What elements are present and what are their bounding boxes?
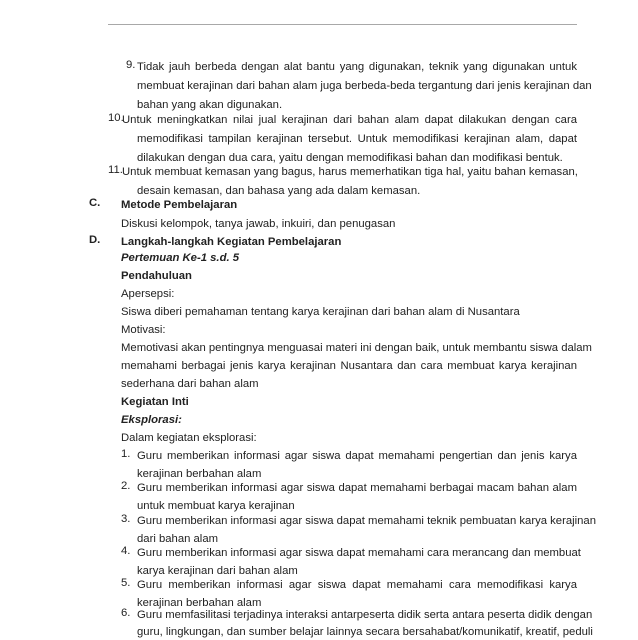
list-number: 5. [121,577,131,589]
list-text-line: karya kerajinan dari bahan alam [137,565,298,577]
intro-heading: Pendahuluan [121,270,192,282]
list-text-line: Tidak jauh berbeda dengan alat bantu yang digunakan, teknik yang digunakan untuk [137,61,577,73]
list-text-line: Guru memfasilitasi terjadinya interaksi antarpeserta didik serta antara peserta didik dengan [137,609,593,621]
list-number: 1. [121,448,131,460]
section-title: Langkah-langkah Kegiatan Pembelajaran [121,236,342,248]
motivasi-text-line: Memotivasi akan pentingnya menguasai materi ini dengan baik, untuk membantu siswa dalam [121,342,592,354]
motivasi-text-line: sederhana dari bahan alam [121,378,259,390]
exploration-heading: Eksplorasi: [121,414,182,426]
section-d-heading [89,234,577,250]
list-text-line: dari bahan alam [137,533,219,545]
motivasi-label: Motivasi: [121,324,166,336]
list-text-line: guru, lingkungan, dan sumber belajar lainnya secara bersahabat/komunikatif, kreatif, peduli [137,626,593,638]
list-text-line: untuk membuat karya kerajinan [137,500,295,512]
list-text-line: kerajinan berbahan alam [137,597,262,609]
motivasi-text-line: memahami berbagai jenis karya kerajinan Nusantara dan cara membuat karya kerajinan [121,360,577,372]
section-c [89,197,577,233]
apersepsi-label: Apersepsi: [121,288,175,300]
list-text-line: bahan yang akan digunakan. [137,99,283,111]
list-number: 9. [126,59,136,71]
list-text-line: Guru memberikan informasi agar siswa dapat memahami pengertian dan jenis karya [137,450,577,462]
list-text-line: Untuk membuat kemasan yang bagus, harus memerhatikan tiga hal, yaitu bahan kemasan, [122,166,578,178]
list-text-line: memodifikasi tampilan kerajinan tersebut. Untuk memodifikasi kerajinan alam, dapat [137,133,577,145]
section-title: Metode Pembelajaran [121,199,238,211]
list-text-line: Untuk meningkatkan nilai jual kerajinan dari bahan alam dapat dilakukan dengan cara [122,114,577,126]
list-text-line: Guru memberikan informasi agar siswa dapat memahami berbagai macam bahan alam [137,482,577,494]
core-heading: Kegiatan Inti [121,396,189,408]
list-text-line: membuat kerajinan dari bahan alam juga berbeda-beda tergantung dari jenis kerajinan dan [137,80,592,92]
exploration-intro: Dalam kegiatan eksplorasi: [121,432,257,444]
list-number: 4. [121,545,131,557]
section-text: Diskusi kelompok, tanya jawab, inkuiri, dan penugasan [121,218,396,230]
header-divider [108,24,577,25]
list-item [121,607,593,638]
list-number: 3. [121,513,131,525]
list-text-line: dilakukan dengan dua cara, yaitu dengan memodifikasi bahan dan modifikasi bentuk. [137,152,563,164]
list-item [108,112,577,164]
meeting-heading: Pertemuan Ke-1 s.d. 5 [121,252,240,264]
list-text-line: Guru memberikan informasi agar siswa dapat memahami cara merancang dan membuat [137,547,581,559]
list-item [108,164,577,196]
apersepsi-text: Siswa diberi pemahaman tentang karya kerajinan dari bahan alam di Nusantara [121,306,520,318]
list-item [108,59,592,111]
section-d-body [121,250,596,638]
list-number: 2. [121,480,131,492]
section-letter: D. [89,234,101,246]
list-text-line: desain kemasan, dan bahasa yang ada dalam kemasan. [137,185,421,197]
list-number: 10. [108,112,124,124]
list-text-line: kerajinan berbahan alam [137,468,262,480]
list-text-line: Guru memberikan informasi agar siswa dapat memahami teknik pembuatan karya kerajinan [137,515,596,527]
list-number: 6. [121,607,131,619]
list-number: 11. [108,164,123,176]
section-letter: C. [89,197,101,209]
list-text-line: Guru memberikan informasi agar siswa dapat memahami cara memodifikasi karya [137,579,577,591]
